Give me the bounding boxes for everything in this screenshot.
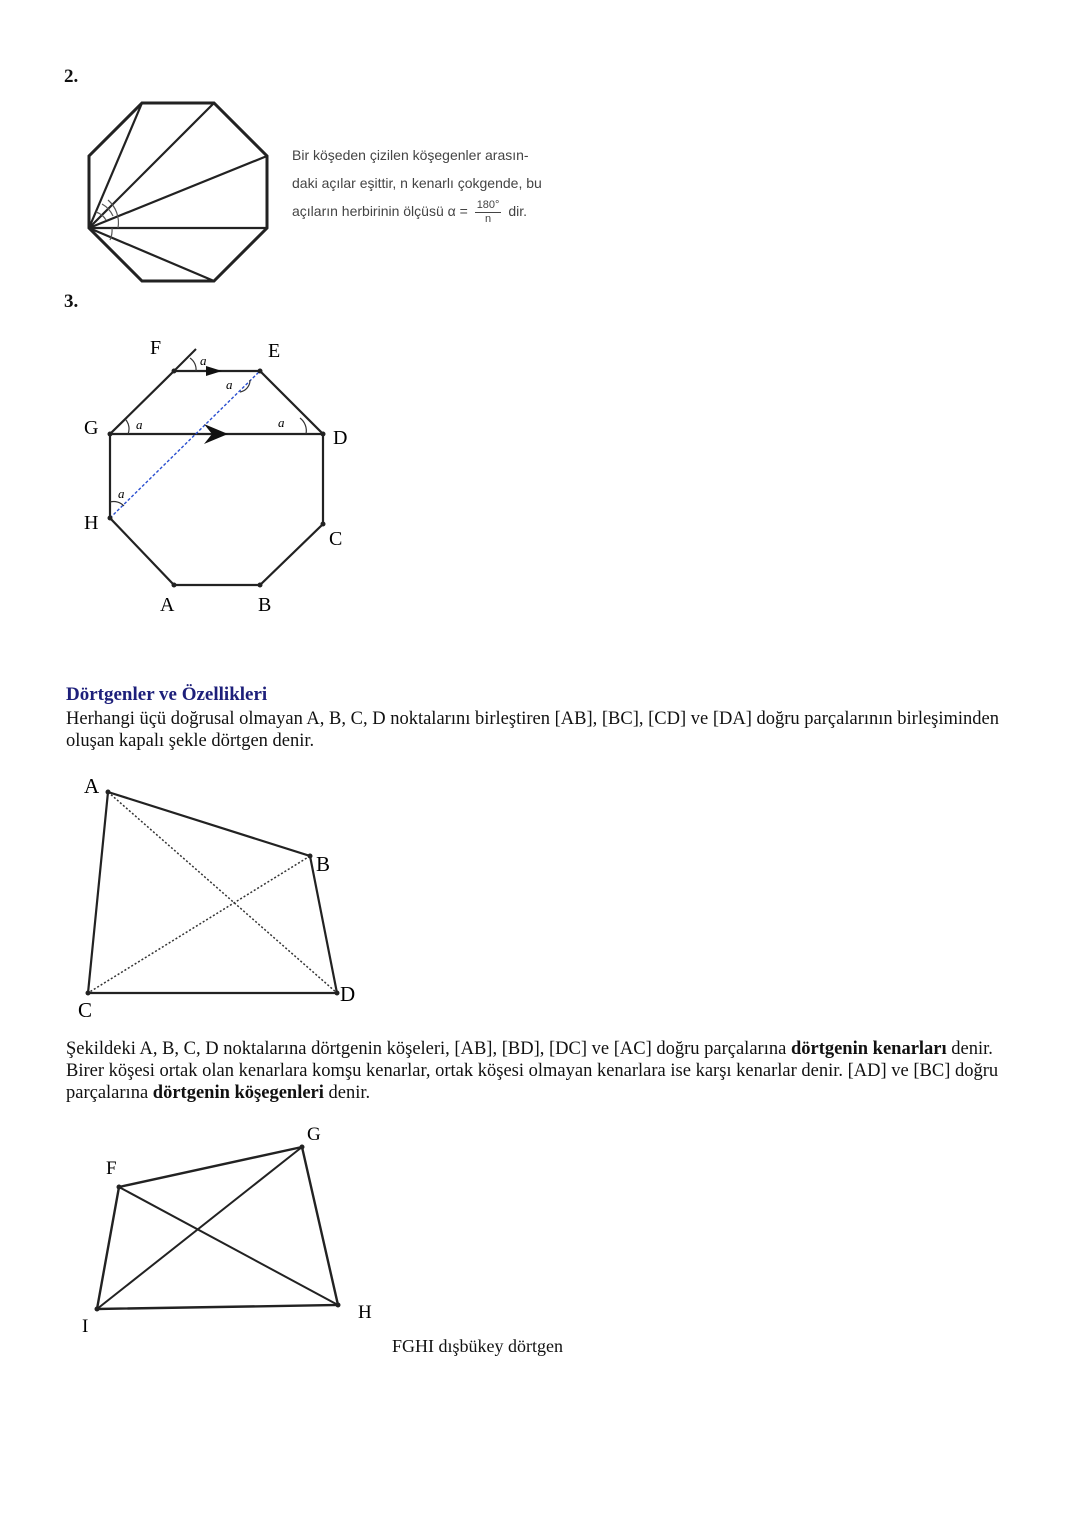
octagon-diagonals-figure bbox=[80, 95, 280, 285]
angle-label-1: a bbox=[200, 353, 207, 368]
label-A: A bbox=[84, 774, 100, 798]
item-number-2: 2. bbox=[64, 66, 79, 87]
note-line-1: Bir köşeden çizilen köşegenler arasın- bbox=[292, 147, 529, 163]
quadrilateral-fghi-figure bbox=[70, 1115, 390, 1345]
label-A: A bbox=[160, 594, 175, 616]
angle-label-4: a bbox=[278, 415, 285, 430]
label-H: H bbox=[84, 512, 99, 534]
note-line-3-post: dir. bbox=[508, 203, 528, 219]
item-number-3: 3. bbox=[64, 291, 79, 312]
para2-text-1: Şekildeki A, B, C, D noktalarına dörtgenin köşeleri, [AB], [BD], [DC] ve [AC] doğru parçalarına bbox=[66, 1039, 791, 1059]
fraction-numerator: 180° bbox=[476, 198, 500, 211]
label-G: G bbox=[84, 417, 99, 439]
label-C: C bbox=[329, 528, 343, 550]
angle-fraction bbox=[475, 199, 502, 226]
item2-note bbox=[292, 141, 602, 226]
note-line-3-pre: açıların herbirinin ölçüsü α = bbox=[292, 203, 468, 219]
note-line-3 bbox=[292, 197, 602, 226]
angle-label-5: a bbox=[118, 486, 125, 501]
label-F: F bbox=[106, 1158, 117, 1179]
angle-label-3: a bbox=[136, 417, 143, 432]
figure-caption: FGHI dışbükey dörtgen bbox=[392, 1336, 563, 1356]
quadrilateral-abcd-figure bbox=[70, 770, 370, 1020]
label-B: B bbox=[316, 852, 331, 876]
para2-text-2: denir. Birer köşesi ortak olan kenarlara komşu kenarlar, ortak köşesi olmayan kenarlara ise karşı kenarlar denir. [AD] ve [BC] doğru parçalarına bbox=[66, 1039, 999, 1103]
label-I: I bbox=[82, 1316, 89, 1337]
term-diagonals: dörtgenin köşegenleri bbox=[152, 1083, 324, 1103]
label-D: D bbox=[340, 982, 356, 1006]
label-D: D bbox=[333, 427, 348, 449]
angle-label-2: a bbox=[226, 377, 233, 392]
quadrilateral-terms-paragraph bbox=[66, 1038, 1026, 1104]
label-E: E bbox=[268, 340, 281, 362]
label-G: G bbox=[307, 1124, 321, 1145]
section-heading: Dörtgenler ve Özellikleri bbox=[66, 684, 268, 705]
fraction-denominator: n bbox=[485, 212, 492, 225]
term-sides: dörtgenin kenarları bbox=[790, 1039, 947, 1059]
label-B: B bbox=[258, 594, 272, 616]
label-F: F bbox=[150, 337, 162, 359]
note-line-2: daki açılar eşittir, n kenarlı çokgende, bu bbox=[292, 175, 542, 191]
label-H: H bbox=[358, 1302, 372, 1323]
para2-text-3: denir. bbox=[323, 1083, 371, 1103]
octagon-parallel-figure bbox=[70, 320, 370, 620]
section-definition: Herhangi üçü doğrusal olmayan A, B, C, D noktalarını birleştiren [AB], [BC], [CD] ve [DA] doğru parçalarının birleşiminden oluşan kapalı şekle dörtgen denir. bbox=[66, 709, 1000, 751]
label-C: C bbox=[78, 998, 93, 1020]
